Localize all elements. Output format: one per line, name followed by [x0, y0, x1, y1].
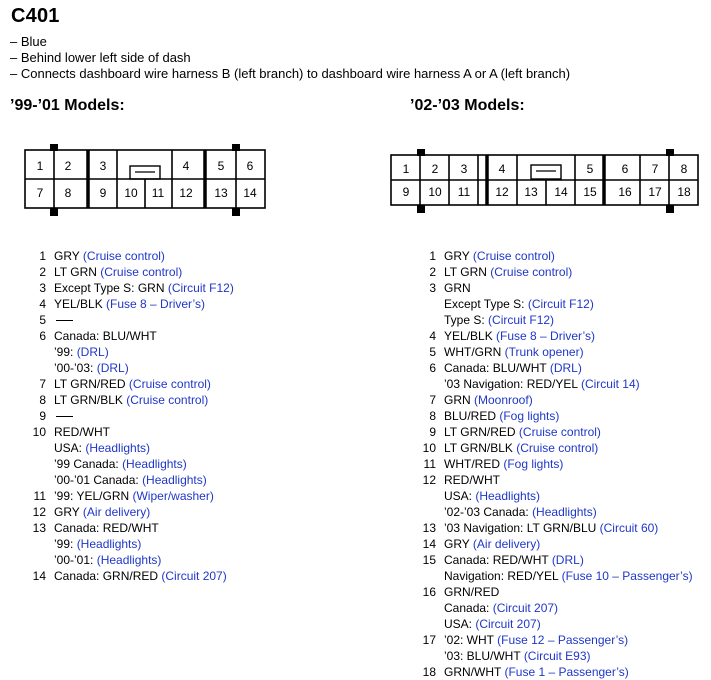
pin-label-5: 5 — [217, 159, 225, 173]
pin-description-line — [444, 616, 558, 632]
wire-color-text: Navigation: RED/YEL — [444, 569, 562, 583]
pin-description-line — [444, 536, 540, 552]
wire-color-text: ’99 Canada: — [54, 457, 123, 471]
wire-color-text: YEL/BLK — [444, 329, 497, 343]
wire-color-text: ’00-’01: — [54, 553, 97, 567]
circuit-link[interactable]: (Circuit 207) — [492, 601, 559, 615]
circuit-link[interactable]: (Fuse 8 – Driver’s) — [496, 329, 595, 343]
wire-color-text: USA: — [54, 441, 86, 455]
pin-number: 17 — [422, 633, 436, 647]
pin-label-3: 3 — [99, 159, 107, 173]
pin-description-line — [54, 568, 227, 584]
pin-number: 14 — [422, 537, 436, 551]
pin-label-11: 11 — [151, 186, 165, 200]
locking-tab — [531, 165, 561, 179]
wire-color-text: WHT/GRN — [444, 345, 505, 359]
pin-label-7: 7 — [36, 186, 44, 200]
wire-color-text: GRY — [54, 505, 83, 519]
circuit-link[interactable]: (Circuit 207) — [161, 569, 227, 583]
pin-entry — [412, 536, 693, 552]
wire-color-text: ’99: — [54, 537, 77, 551]
pin-description-line — [444, 648, 628, 664]
pin-entry — [412, 584, 693, 632]
pin-label-18: 18 — [677, 185, 691, 199]
pin-entry — [22, 568, 234, 584]
wire-color-text: ’99: YEL/GRN — [54, 489, 133, 503]
pin-entry — [22, 488, 234, 504]
pin-description-line — [54, 520, 161, 536]
unused-pin-dash — [56, 416, 73, 417]
pin-description-line — [54, 376, 211, 392]
pin-label-6: 6 — [621, 162, 629, 176]
wire-color-text: GRN — [444, 393, 474, 407]
wire-color-text: LT GRN/RED — [54, 377, 129, 391]
housing-tab — [417, 205, 425, 213]
pin-description-line — [444, 392, 533, 408]
pin-label-10: 10 — [428, 185, 442, 199]
pin-number: 10 — [32, 425, 46, 439]
wire-color-text: Canada: BLU/WHT — [444, 361, 550, 375]
circuit-link[interactable]: (Circuit F12) — [167, 281, 234, 295]
pin-description-line — [444, 504, 597, 520]
circuit-link[interactable]: (Headlights) — [85, 441, 151, 455]
circuit-link[interactable]: (Fog lights) — [503, 457, 564, 471]
pin-description-line — [54, 440, 207, 456]
pin-description-line — [444, 520, 658, 536]
pin-description-line — [444, 472, 597, 488]
wire-color-text: LT GRN — [54, 265, 101, 279]
circuit-link[interactable]: (Headlights) — [96, 553, 162, 567]
pin-entry — [412, 440, 693, 456]
pin-number: 11 — [423, 457, 436, 471]
pin-label-14: 14 — [554, 185, 568, 199]
pin-number: 13 — [32, 521, 46, 535]
pin-description-line — [54, 424, 207, 440]
pin-description-line — [54, 552, 161, 568]
pin-number: 14 — [32, 569, 46, 583]
circuit-link[interactable]: (Fuse 8 – Driver’s) — [106, 297, 205, 311]
wire-color-text: Type S: — [444, 313, 489, 327]
pin-entry — [22, 280, 234, 296]
pin-number: 16 — [422, 585, 436, 599]
pin-description-line — [444, 584, 558, 600]
wire-color-text: Canada: — [444, 601, 493, 615]
pin-entry — [412, 360, 693, 392]
heading-02-03-models: ’02-’03 Models: — [410, 97, 525, 114]
pin-label-10: 10 — [124, 186, 138, 200]
pin-entry — [412, 248, 693, 264]
heading-99-01-models: ’99-’01 Models: — [10, 97, 125, 114]
unused-pin-dash — [56, 320, 73, 321]
pin-entry — [22, 248, 234, 264]
circuit-link[interactable]: (Headlights) — [76, 537, 142, 551]
pin-number: 3 — [39, 281, 46, 295]
pin-description-line — [444, 264, 572, 280]
pin-description-line — [444, 248, 555, 264]
circuit-link[interactable]: (Headlights) — [122, 457, 187, 471]
pin-description-line — [444, 440, 598, 456]
pin-description-line — [444, 280, 594, 296]
note-color: – Blue — [10, 34, 47, 49]
circuit-link[interactable]: (Cruise control) — [518, 425, 601, 439]
wire-color-text: Canada: GRN/RED — [54, 569, 162, 583]
circuit-link[interactable]: (Air delivery) — [82, 505, 151, 519]
wire-color-text: ’03 Navigation: RED/YEL — [444, 377, 581, 391]
pin-entry — [22, 504, 234, 520]
note-location: – Behind lower left side of dash — [10, 50, 191, 65]
pin-description-line — [54, 328, 157, 344]
wire-color-text: GRY — [54, 249, 83, 263]
wire-color-text: ’00-’03: — [54, 361, 97, 375]
circuit-link[interactable]: (Circuit F12) — [527, 297, 594, 311]
pin-entry — [22, 264, 234, 280]
housing-tab — [666, 205, 674, 213]
wire-color-text: Except Type S: — [444, 297, 528, 311]
wire-color-text: USA: — [444, 617, 476, 631]
pin-label-13: 13 — [524, 185, 538, 199]
circuit-link[interactable]: (Cruise control) — [472, 249, 555, 263]
circuit-link[interactable]: (Air delivery) — [472, 537, 541, 551]
wire-color-text: LT GRN/BLK — [444, 441, 517, 455]
pin-label-1: 1 — [402, 162, 410, 176]
pin-label-7: 7 — [651, 162, 659, 176]
wire-color-text: GRY — [444, 537, 473, 551]
pin-entry — [412, 280, 693, 328]
pin-label-4: 4 — [182, 159, 190, 173]
wire-color-text: RED/WHT — [444, 473, 500, 487]
pin-entry — [412, 344, 693, 360]
wire-color-text: Except Type S: GRN — [54, 281, 168, 295]
wire-color-text: ’03: BLU/WHT — [444, 649, 524, 663]
pin-description-line — [54, 408, 73, 424]
pin-description-line — [54, 456, 207, 472]
pin-label-9: 9 — [402, 185, 410, 199]
pin-entry — [412, 408, 693, 424]
pin-number: 7 — [39, 377, 46, 391]
pin-description-line — [444, 296, 594, 312]
pin-entry — [22, 312, 234, 328]
housing-tab — [417, 149, 425, 156]
wire-color-text: ’03 Navigation: LT GRN/BLU — [444, 521, 600, 535]
wire-color-text: YEL/BLK — [54, 297, 107, 311]
pin-entry — [412, 264, 693, 280]
pin-label-16: 16 — [618, 185, 632, 199]
pin-number: 11 — [33, 489, 46, 503]
circuit-link[interactable]: (Fog lights) — [499, 409, 560, 423]
wire-color-text: Canada: BLU/WHT — [54, 329, 157, 343]
pin-entry — [22, 392, 234, 408]
pin-description-line — [54, 360, 157, 376]
circuit-link[interactable]: (Fuse 12 – Passenger’s) — [497, 633, 629, 647]
circuit-link[interactable]: (DRL) — [549, 361, 582, 375]
pin-description-line — [444, 376, 640, 392]
wire-color-text: USA: — [444, 489, 476, 503]
pin-description-line — [444, 456, 563, 472]
wire-color-text: RED/WHT — [54, 425, 110, 439]
pin-description-line — [444, 344, 584, 360]
wire-color-text: ’02-’03 Canada: — [444, 505, 533, 519]
pin-description-line — [54, 504, 150, 520]
pin-entry — [412, 328, 693, 344]
pin-label-1: 1 — [36, 159, 44, 173]
pin-description-line — [54, 488, 214, 504]
pin-entry — [412, 664, 693, 680]
circuit-link[interactable]: (Trunk opener) — [504, 345, 584, 359]
pin-description-line — [444, 312, 594, 328]
wire-color-text: LT GRN — [444, 265, 491, 279]
pin-description-line — [54, 344, 157, 360]
pin-description-line — [54, 536, 161, 552]
pin-label-12: 12 — [495, 185, 509, 199]
pin-label-12: 12 — [179, 186, 193, 200]
pin-description-line — [444, 552, 693, 568]
pin-number: 7 — [429, 393, 436, 407]
pin-number: 5 — [429, 345, 436, 359]
circuit-link[interactable]: (Cruise control) — [82, 249, 165, 263]
pin-number: 10 — [422, 441, 436, 455]
wire-color-text: GRN/RED — [444, 585, 500, 599]
pin-label-6: 6 — [246, 159, 254, 173]
pin-number: 5 — [39, 313, 46, 327]
circuit-link[interactable]: (Circuit E93) — [523, 649, 591, 663]
circuit-link[interactable]: (Fuse 10 – Passenger’s) — [561, 569, 693, 583]
pin-label-8: 8 — [680, 162, 688, 176]
connector-title: C401 — [11, 5, 60, 27]
pin-number: 1 — [429, 249, 436, 263]
circuit-link[interactable]: (DRL) — [551, 553, 584, 567]
circuit-link[interactable]: (Circuit F12) — [488, 313, 555, 327]
wire-color-text: GRN — [444, 281, 471, 295]
circuit-link[interactable]: (Cruise control) — [516, 441, 599, 455]
wire-color-text: Canada: RED/WHT — [444, 553, 552, 567]
pin-entry — [22, 520, 234, 568]
pin-entry — [22, 408, 234, 424]
circuit-link[interactable]: (Cruise control) — [100, 265, 183, 279]
pin-list-02-03 — [412, 248, 693, 680]
pin-label-9: 9 — [99, 186, 107, 200]
pin-number: 18 — [422, 665, 436, 679]
wire-color-text: GRY — [444, 249, 473, 263]
pin-description-line — [54, 248, 165, 264]
circuit-link[interactable]: (Fuse 1 – Passenger’s) — [504, 665, 629, 679]
pin-entry — [412, 552, 693, 584]
pin-entry — [412, 456, 693, 472]
pin-label-2: 2 — [64, 159, 72, 173]
pin-description-line — [54, 264, 182, 280]
pin-number: 8 — [39, 393, 46, 407]
pin-description-line — [54, 296, 205, 312]
pin-number: 2 — [39, 265, 46, 279]
circuit-link[interactable]: (DRL) — [76, 345, 109, 359]
pin-description-line — [444, 328, 595, 344]
pin-entry — [412, 520, 693, 536]
pin-number: 6 — [39, 329, 46, 343]
wire-color-text: WHT/RED — [444, 457, 504, 471]
circuit-link[interactable]: (Headlights) — [142, 473, 207, 487]
pin-number: 13 — [422, 521, 436, 535]
wire-color-text: LT GRN/BLK — [54, 393, 127, 407]
pin-number: 8 — [429, 409, 436, 423]
pin-description-line — [444, 568, 693, 584]
pin-label-3: 3 — [460, 162, 468, 176]
pin-label-11: 11 — [457, 185, 471, 199]
pin-label-13: 13 — [214, 186, 228, 200]
circuit-link[interactable]: (Cruise control) — [126, 393, 209, 407]
wire-color-text: ’00-’01 Canada: — [54, 473, 143, 487]
pin-label-2: 2 — [431, 162, 439, 176]
wire-color-text: ’99: — [54, 345, 77, 359]
pin-number: 15 — [422, 553, 436, 567]
pin-entry — [412, 392, 693, 408]
circuit-link[interactable]: (Headlights) — [475, 489, 541, 503]
pin-entry — [412, 632, 693, 664]
pin-label-4: 4 — [498, 162, 506, 176]
note-connects: – Connects dashboard wire harness B (left branch) to dashboard wire harness A or A (left branch) — [10, 66, 571, 81]
circuit-link[interactable]: (Circuit 207) — [475, 617, 541, 631]
pin-description-line — [54, 312, 73, 328]
circuit-link[interactable]: (Moonroof) — [474, 393, 533, 407]
pin-description-line — [444, 424, 601, 440]
pin-entry — [22, 296, 234, 312]
pin-list-99-01 — [22, 248, 234, 584]
pin-label-15: 15 — [583, 185, 597, 199]
pin-description-line — [444, 632, 628, 648]
pin-description-line — [444, 488, 597, 504]
pin-entry — [412, 472, 693, 520]
circuit-link[interactable]: (Circuit 60) — [599, 521, 659, 535]
pin-description-line — [444, 408, 559, 424]
pin-entry — [22, 376, 234, 392]
pin-label-8: 8 — [64, 186, 72, 200]
pin-label-5: 5 — [586, 162, 594, 176]
pin-entry — [22, 328, 234, 376]
circuit-link[interactable]: (Cruise control) — [490, 265, 573, 279]
pin-number: 4 — [429, 329, 436, 343]
pin-number: 2 — [429, 265, 436, 279]
pin-description-line — [54, 392, 208, 408]
pin-number: 12 — [32, 505, 46, 519]
pin-label-17: 17 — [648, 185, 662, 199]
circuit-link[interactable]: (Wiper/washer) — [132, 489, 214, 503]
pin-entry — [412, 424, 693, 440]
housing-tab — [666, 149, 674, 156]
pin-number: 6 — [429, 361, 436, 375]
wire-color-text: BLU/RED — [444, 409, 500, 423]
circuit-link[interactable]: (DRL) — [96, 361, 129, 375]
wire-color-text: GRN/WHT — [444, 665, 505, 679]
circuit-link[interactable]: (Headlights) — [532, 505, 597, 519]
pin-description-line — [444, 360, 640, 376]
circuit-link[interactable]: (Cruise control) — [128, 377, 211, 391]
pin-number: 9 — [39, 409, 46, 423]
pin-description-line — [444, 600, 558, 616]
circuit-link[interactable]: (Circuit 14) — [580, 377, 640, 391]
pin-number: 1 — [39, 249, 46, 263]
pin-number: 12 — [422, 473, 436, 487]
pin-number: 4 — [39, 297, 46, 311]
pin-description-line — [54, 472, 207, 488]
wire-color-text: ’02: WHT — [444, 633, 498, 647]
pin-description-line — [54, 280, 234, 296]
wire-color-text: Canada: RED/WHT — [54, 521, 159, 535]
pin-label-14: 14 — [243, 186, 257, 200]
pin-number: 3 — [429, 281, 436, 295]
pin-description-line — [444, 664, 629, 680]
pin-entry — [22, 424, 234, 488]
pin-number: 9 — [429, 425, 436, 439]
wire-color-text: LT GRN/RED — [444, 425, 519, 439]
